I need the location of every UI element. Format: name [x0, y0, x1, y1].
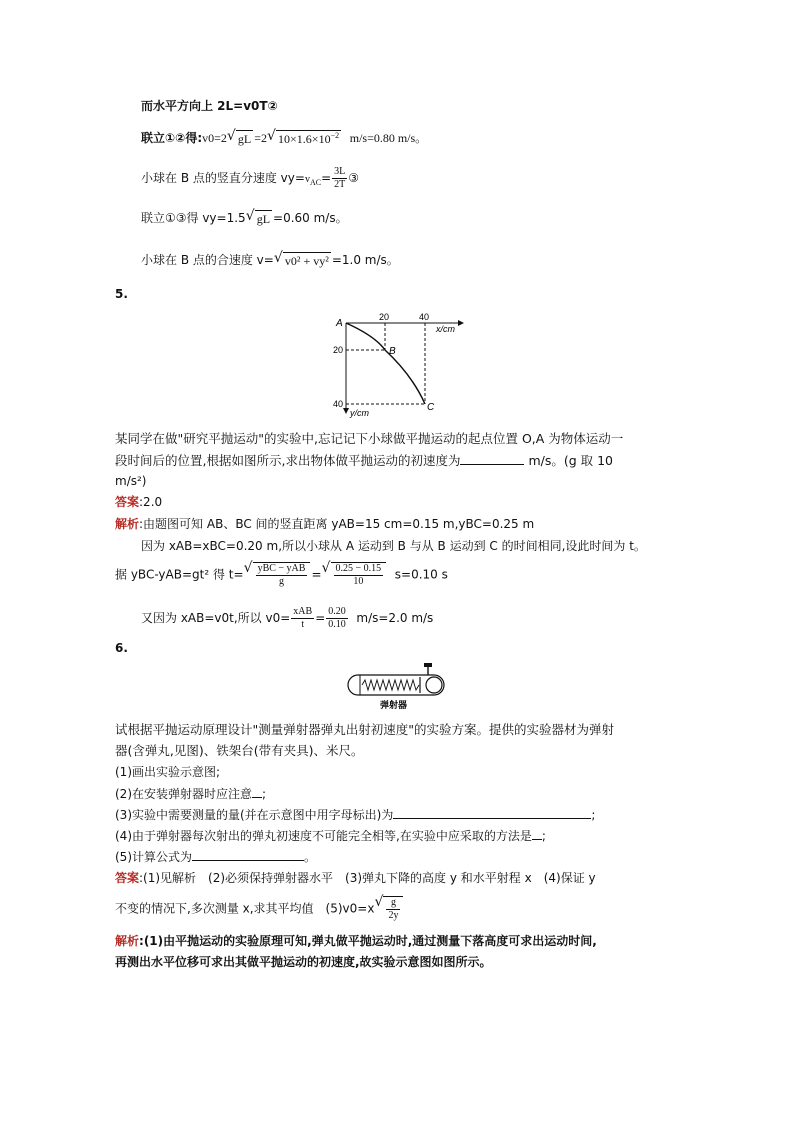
sqrt [245, 562, 311, 588]
numerator: √ yBC − yAB [257, 563, 306, 574]
text: 联立①②得: [141, 131, 203, 145]
text: 不变的情况下,多次测量 x,求其平均值 (5)v0=x [115, 901, 375, 916]
formula: m/s=0.80 m/s。 [349, 131, 428, 145]
sqrt [247, 210, 272, 227]
radicand: gL [256, 212, 271, 226]
text: 联立①③得 vy=1.5 [141, 211, 246, 225]
radicand [383, 896, 403, 922]
s4-line-2 [141, 130, 427, 147]
text: m/s。(g 取 10 [528, 453, 614, 468]
text: 据 yBC-yAB=gt² 得 t= [115, 567, 244, 582]
answer-blank[interactable] [460, 452, 524, 465]
fraction [332, 166, 347, 191]
x-tick-label: 20 [379, 312, 390, 322]
pellet [426, 677, 442, 693]
text: =0.60 m/s。 [273, 211, 348, 225]
text: ③ [348, 171, 359, 185]
explanation-label: 解析 [115, 934, 140, 948]
text: 小球在 B 点的合速度 v= [141, 253, 274, 267]
point-label: B [389, 346, 396, 357]
formula: v [304, 174, 310, 185]
q6-part-5 [115, 848, 316, 865]
sqrt [323, 562, 387, 588]
formula: =2 [254, 131, 268, 145]
exponent: −2 [330, 131, 340, 140]
denominator: 2T [334, 179, 346, 190]
text: :由题图可知 AB、BC 间的竖直距离 yAB=15 cm=0.15 m,yBC=0.25 m [139, 517, 535, 531]
text: (4)由于弹射器每次射出的弹丸初速度不可能完全相等,在实验中应采取的方法是 [115, 829, 532, 843]
denominator: t [301, 619, 305, 630]
q6-stem-2: 器(含弹丸,见图)、铁架台(带有夹具)、米尺。 [115, 743, 364, 758]
radicand [253, 562, 311, 588]
answer-value: :2.0 [139, 495, 163, 509]
text: 10×1.6×10 [278, 132, 331, 146]
q6-explanation-2: 再测出水平位移可求出其做平抛运动的初速度,故实验示意图如图所示。 [115, 955, 492, 969]
q6-explanation-1 [115, 933, 597, 949]
text: s=0.10 s [394, 567, 448, 582]
q6-part-4 [115, 827, 546, 844]
sqrt [275, 252, 331, 269]
text: ; [591, 808, 596, 822]
radicand [276, 130, 341, 147]
text: :(1)由平抛运动的实验原理可知,弹丸做平抛运动时,通过测量下落高度可求出运动时间, [139, 934, 597, 948]
y-axis-label: y/cm [350, 408, 369, 418]
text: :(1)见解析 (2)必须保持弹射器水平 (3)弹丸下降的高度 y 和水平射程 x (4)保证 y [139, 871, 596, 885]
text: = [315, 611, 326, 625]
q5-number: 5. [115, 287, 128, 301]
text: 段时间后的位置,根据如图所示,求出物体做平抛运动的初速度为 [115, 453, 461, 468]
answer-label: 答案 [115, 495, 140, 509]
text: (2)在安装弹射器时应注意 [115, 787, 252, 801]
y-tick-label: 40 [333, 399, 344, 409]
s4-line-1: 而水平方向上 2L=v0T② [141, 99, 278, 113]
numerator: √ g [386, 897, 400, 910]
q6-answer-1 [115, 870, 596, 886]
x-axis-label: x/cm [436, 324, 455, 334]
answer-blank[interactable] [192, 848, 304, 861]
trigger-cap [424, 663, 432, 667]
sqrt [375, 896, 403, 922]
formula: v0=2 [202, 131, 227, 145]
figure-caption: 弹射器 [380, 700, 408, 710]
q5-stem-3: m/s²) [115, 474, 147, 488]
point-label: C [427, 402, 435, 413]
s4-line-3 [141, 166, 359, 191]
radicand: v0² + vy² [284, 254, 329, 268]
subscript: AC [309, 178, 322, 187]
q5-explanation-1 [115, 516, 534, 532]
fraction [256, 563, 308, 588]
text: 又因为 xAB=v0t,所以 v0= [141, 611, 291, 625]
q5-explanation-2: 因为 xAB=xBC=0.20 m,所以小球从 A 运动到 B 与从 B 运动到 C 的时间相同,设此时间为 t。 [141, 539, 646, 553]
numerator: 3L [334, 166, 346, 177]
q6-part-3 [115, 806, 595, 823]
answer-blank[interactable] [532, 827, 542, 840]
q6-part-2 [115, 785, 266, 802]
radicand [331, 562, 387, 588]
q5-answer [115, 494, 162, 510]
numerator: 0.20 [328, 606, 346, 617]
s4-line-4 [141, 210, 348, 227]
launcher-figure [340, 662, 460, 712]
text: m/s=2.0 m/s [356, 611, 434, 625]
q5-explanation-3 [115, 562, 448, 588]
x-tick-label: 40 [419, 312, 430, 322]
y-axis-arrow [343, 408, 349, 414]
numerator: √ 0.25 − 0.15 [335, 563, 382, 574]
q6-answer-2 [115, 896, 404, 922]
x-axis-arrow [458, 320, 464, 326]
sqrt [228, 130, 253, 147]
text: 。 [304, 850, 317, 864]
s4-line-5 [141, 252, 399, 269]
q6-stem-1: 试根据平抛运动原理设计"测量弹射器弹丸出射初速度"的实验方案。提供的实验器材为弹射 [115, 722, 615, 737]
sqrt [268, 130, 341, 147]
text: =1.0 m/s。 [331, 253, 399, 267]
text: ; [262, 787, 267, 801]
spring-icon [362, 680, 419, 690]
answer-label: 答案 [115, 871, 140, 885]
q5-stem-1: 某同学在做"研究平抛运动"的实验中,忘记记下小球做平抛运动的起点位置 O,A 为物体运动一 [115, 431, 624, 446]
denominator: 10 [353, 576, 364, 587]
text: 小球在 B 点的竖直分速度 vy= [141, 171, 305, 185]
fraction [291, 606, 314, 631]
text: = [311, 567, 322, 582]
explanation-label: 解析 [115, 517, 140, 531]
answer-blank[interactable] [252, 785, 262, 798]
numerator: xAB [293, 606, 313, 617]
q6-part-1: (1)画出实验示意图; [115, 765, 221, 779]
denominator: 2y [388, 910, 399, 921]
q5-graph [330, 310, 480, 420]
y-tick-label: 20 [333, 345, 344, 355]
q6-number: 6. [115, 641, 128, 655]
fraction [334, 563, 384, 588]
q5-explanation-4 [141, 606, 433, 631]
text: (3)实验中需要测量的量(并在示意图中用字母标出)为 [115, 808, 394, 822]
point-label: A [336, 318, 343, 329]
text: = [321, 171, 332, 185]
fraction [326, 606, 348, 631]
answer-blank[interactable] [393, 806, 591, 819]
q5-stem-2 [115, 452, 613, 469]
fraction [386, 897, 400, 922]
radicand: gL [237, 132, 252, 146]
denominator: 0.10 [328, 619, 346, 630]
denominator: g [279, 576, 284, 587]
text: ; [541, 829, 546, 843]
text: (5)计算公式为 [115, 850, 192, 864]
